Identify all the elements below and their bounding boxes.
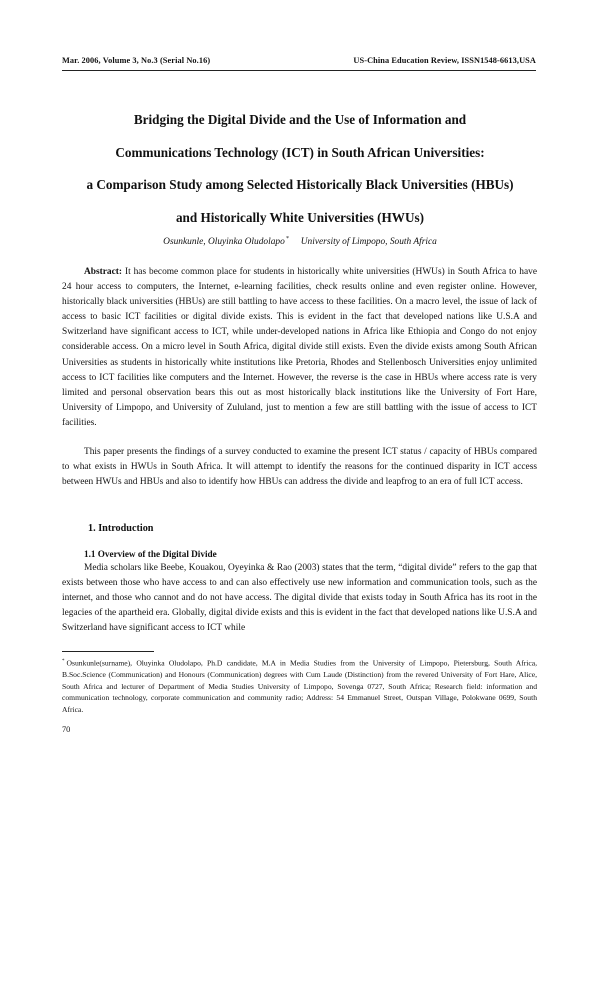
byline [40,236,560,247]
author-affiliation: University of Limpopo, South Africa [300,237,437,248]
abstract-paragraph-2-text: This paper presents the findings of a survey conducted to examine the present ICT status / capacity of HBUs compared to what exists in HWUs in South Africa. It will attempt to identify the reasons for the continued disparity in ICT access between HWUs and HBUs and also to identify how HBUs can address the divide and leapfrog to an era of full ICT access. [62,447,537,488]
abstract-paragraph-2 [62,445,537,490]
subsection-heading: 1.1 Overview of the Digital Divide [84,549,217,559]
title-line: Bridging the Digital Divide and the Use of Information and [133,112,467,127]
title-line: Communications Technology (ICT) in South African Universities: [115,144,485,160]
title-line: and Historically White Universities (HWUs) [175,209,425,225]
abstract-text: It has become common place for students in historically white universities (HWUs) in South Africa to have 24 hour access to computers, the Internet, e-learning facilities, check results online and even register online. However, historically black universities (HBUs) are still battling to have access to these facilities. On a macro level, the issue of lack of access to basic ICT facilities or digital divide exists. This is evident in the fact that developed nations like U.S.A and Switzerland have significant access to ICT, while under-developed nations in Africa like Ethiopia and Congo do not enjoy considerable access. On a micro level in South Africa, digital divide still exists. Even the divide exists among South African Universities as students in historically white institutions like Pretoria, Rhodes and Stellenbosch Universities enjoy unlimited access to ICT facilities like computers and the Internet. However, the reverse is the case in HBUs where access rate is very limited and personal observation bears this out as most historically black institutions like the University of Fort Hare, University of Limpopo, and University of Zululand, just to mention a few are still battling with the issue of access to ICT facilities. [62,267,537,428]
abstract-label: Abstract: [84,267,123,277]
author-name: Osunkunle, Oluyinka Oludolapo [163,237,285,248]
introduction-paragraph [62,561,537,636]
journal-name: US-China Education Review, ISSN1548-6613,USA [353,56,536,65]
introduction-text: Media scholars like Beebe, Kouakou, Oyeyinka & Rao (2003) states that the term, “digital divide” refers to the gap that exists between those who have access to and can also effectively use new information and communication tools, such as the internet, and those who cannot and do not have access. The digital divide that exists today in South Africa has its root in the legacies of the apartheid era. Globally, digital divide exists and this is evident in the fact that developed nations like U.S.A and Switzerland have significant access to ICT while [62,563,537,634]
journal-issue: Mar. 2006, Volume 3, No.3 (Serial No.16) [62,56,211,65]
footnote-rule [62,651,154,652]
section-heading: 1. Introduction [88,523,154,534]
footnote-marker: * [62,659,65,664]
paper-title [40,104,560,234]
page-number: 70 [62,725,71,734]
title-line: a Comparison Study among Selected Historically Black Universities (HBUs) [86,177,514,192]
author-footnote-marker: * [285,236,289,242]
abstract [62,265,537,431]
header-rule [62,70,536,71]
running-header [62,56,536,65]
footnote-text: Osunkunle(surname), Oluyinka Oludolapo, Ph.D candidate, M.A in Media Studies from the University of Limpopo, Pietersburg, South Africa, B.Soc.Science (Communication) and Honours (Communication) degrees with Cum Laude (Distinction) from the revered University of Fort Hare, Alice, South Africa and lecturer of Department of Media Studies University of Limpopo, Sovenga 0727, South Africa; Research field: information and communication technology, corporate communication and community radio; Address: 54 Emmanuel Street, Outspan Village, Polokwane 0699, South Africa. [62,658,537,714]
footnote [62,656,537,716]
